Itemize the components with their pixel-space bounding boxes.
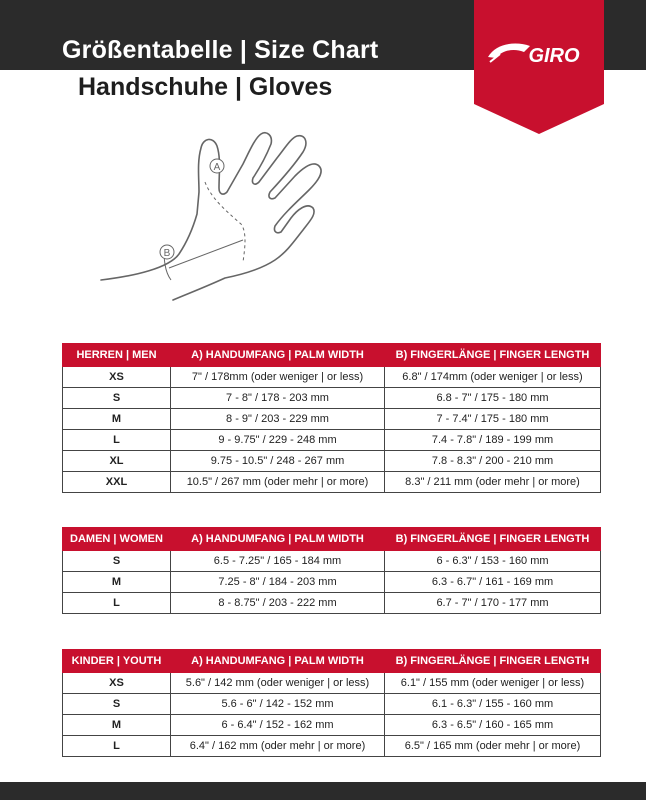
finger-length-cell: 6.8 - 7" / 175 - 180 mm	[385, 388, 601, 409]
palm-width-cell: 5.6 - 6" / 142 - 152 mm	[171, 694, 385, 715]
table-row	[63, 451, 601, 472]
table-row	[63, 673, 601, 694]
marker-b-label: B	[163, 248, 171, 259]
finger-length-cell: 6.1 - 6.3" / 155 - 160 mm	[385, 694, 601, 715]
table-row	[63, 736, 601, 757]
table-row	[63, 472, 601, 493]
size-cell: M	[63, 715, 171, 736]
palm-width-cell: 6 - 6.4" / 152 - 162 mm	[171, 715, 385, 736]
palm-width-cell: 6.4" / 162 mm (oder mehr | or more)	[171, 736, 385, 757]
size-cell: XL	[63, 451, 171, 472]
palm-width-cell: 7.25 - 8" / 184 - 203 mm	[171, 572, 385, 593]
palm-width-cell: 9.75 - 10.5" / 248 - 267 mm	[171, 451, 385, 472]
finger-length-cell: 6.1" / 155 mm (oder weniger | or less)	[385, 673, 601, 694]
table-header-cell: DAMEN | WOMEN	[63, 528, 171, 551]
size-cell: M	[63, 572, 171, 593]
size-cell: L	[63, 593, 171, 614]
table-row	[63, 367, 601, 388]
finger-length-cell: 6.8" / 174mm (oder weniger | or less)	[385, 367, 601, 388]
palm-width-cell: 10.5" / 267 mm (oder mehr | or more)	[171, 472, 385, 493]
finger-length-cell: 6.3 - 6.5" / 160 - 165 mm	[385, 715, 601, 736]
footer-bar	[0, 782, 646, 800]
size-cell: XS	[63, 673, 171, 694]
table-row	[63, 551, 601, 572]
table-header-row	[63, 528, 601, 551]
finger-length-cell: 8.3" / 211 mm (oder mehr | or more)	[385, 472, 601, 493]
size-cell: XS	[63, 367, 171, 388]
table-header-row	[63, 344, 601, 367]
size-cell: XXL	[63, 472, 171, 493]
size-cell: S	[63, 388, 171, 409]
table-header-cell: B) FINGERLÄNGE | FINGER LENGTH	[385, 344, 601, 367]
size-cell: M	[63, 409, 171, 430]
page-title: Größentabelle | Size Chart	[62, 36, 379, 64]
table-header-cell: A) HANDUMFANG | PALM WIDTH	[171, 528, 385, 551]
table-header-row	[63, 650, 601, 673]
palm-width-cell: 9 - 9.75" / 229 - 248 mm	[171, 430, 385, 451]
table-row	[63, 572, 601, 593]
brand-logo-text: GIRO	[528, 45, 580, 67]
table-row	[63, 593, 601, 614]
size-cell: S	[63, 694, 171, 715]
size-cell: L	[63, 430, 171, 451]
palm-width-cell: 7 - 8" / 178 - 203 mm	[171, 388, 385, 409]
table-row	[63, 430, 601, 451]
table-header-cell: A) HANDUMFANG | PALM WIDTH	[171, 650, 385, 673]
table-header-cell: KINDER | YOUTH	[63, 650, 171, 673]
finger-length-cell: 7.8 - 8.3" / 200 - 210 mm	[385, 451, 601, 472]
finger-length-cell: 6.7 - 7" / 170 - 177 mm	[385, 593, 601, 614]
palm-width-cell: 8 - 9" / 203 - 229 mm	[171, 409, 385, 430]
glove-hand-measurement-icon	[95, 128, 355, 308]
palm-width-cell: 6.5 - 7.25" / 165 - 184 mm	[171, 551, 385, 572]
size-table-youth	[62, 649, 601, 757]
finger-length-cell: 6.3 - 6.7" / 161 - 169 mm	[385, 572, 601, 593]
size-table-men	[62, 343, 601, 493]
palm-width-cell: 5.6" / 142 mm (oder weniger | or less)	[171, 673, 385, 694]
finger-length-cell: 7.4 - 7.8" / 189 - 199 mm	[385, 430, 601, 451]
table-row	[63, 409, 601, 430]
size-cell: S	[63, 551, 171, 572]
finger-length-cell: 7 - 7.4" / 175 - 180 mm	[385, 409, 601, 430]
table-header-cell: A) HANDUMFANG | PALM WIDTH	[171, 344, 385, 367]
page-subtitle: Handschuhe | Gloves	[78, 73, 333, 101]
palm-width-cell: 8 - 8.75" / 203 - 222 mm	[171, 593, 385, 614]
table-row	[63, 388, 601, 409]
table-header-cell: B) FINGERLÄNGE | FINGER LENGTH	[385, 528, 601, 551]
marker-a-label: A	[213, 162, 221, 173]
size-table-women	[62, 527, 601, 614]
brand-banner	[474, 0, 604, 134]
table-row	[63, 694, 601, 715]
size-cell: L	[63, 736, 171, 757]
palm-width-cell: 7" / 178mm (oder weniger | or less)	[171, 367, 385, 388]
finger-length-cell: 6.5" / 165 mm (oder mehr | or more)	[385, 736, 601, 757]
finger-length-cell: 6 - 6.3" / 153 - 160 mm	[385, 551, 601, 572]
table-row	[63, 715, 601, 736]
table-header-cell: B) FINGERLÄNGE | FINGER LENGTH	[385, 650, 601, 673]
table-header-cell: HERREN | MEN	[63, 344, 171, 367]
